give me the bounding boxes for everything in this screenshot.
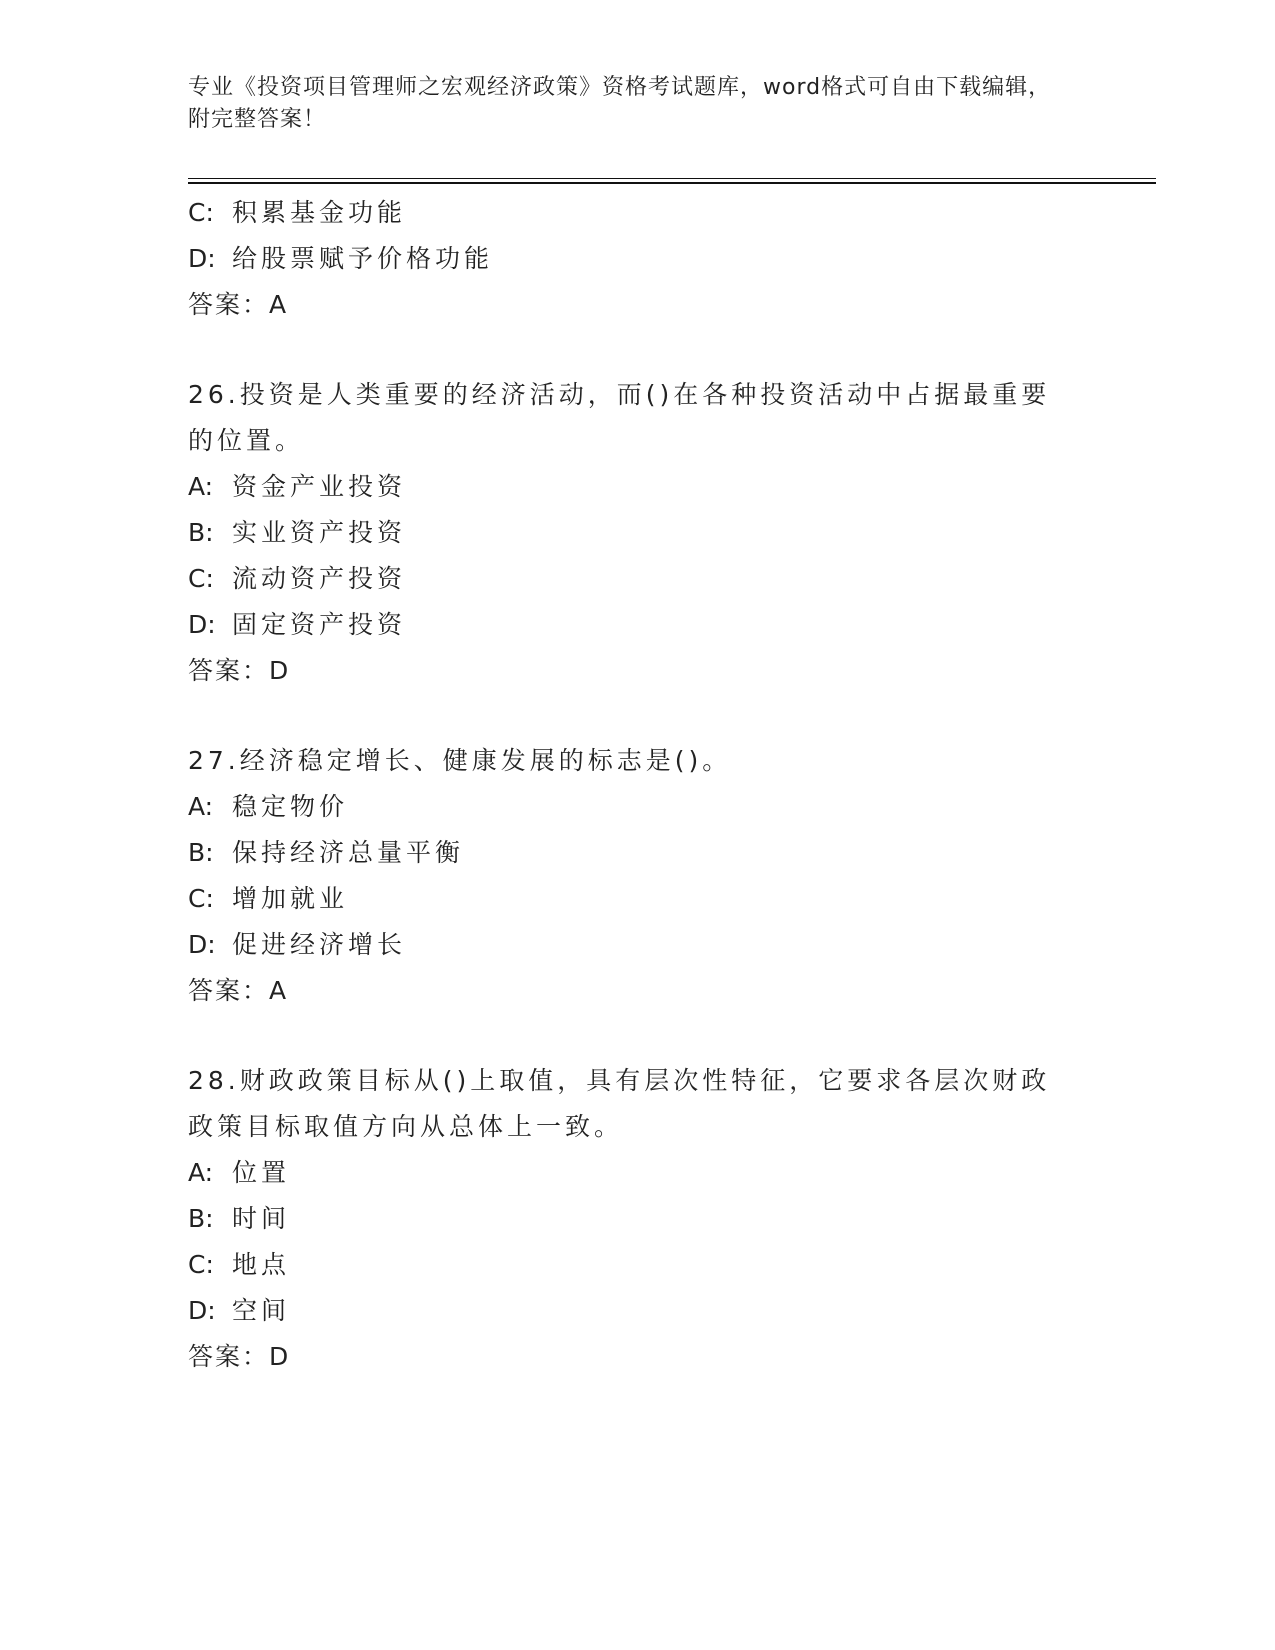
question-text: 26.投资是人类重要的经济活动，而()在各种投资活动中占据最重要的位置。 bbox=[188, 380, 1051, 455]
question-content bbox=[188, 190, 1088, 1380]
question-26 bbox=[188, 372, 1088, 694]
option-d: D: 促进经济增长 bbox=[188, 930, 407, 959]
header-divider-thick bbox=[188, 182, 1156, 184]
answer-line: 答案：A bbox=[188, 290, 289, 319]
option-d: D: 给股票赋予价格功能 bbox=[188, 244, 494, 273]
option-d: D: 空间 bbox=[188, 1296, 291, 1325]
answer-line: 答案：D bbox=[188, 656, 291, 685]
option-d: D: 固定资产投资 bbox=[188, 610, 407, 639]
option-b: B: 时间 bbox=[188, 1204, 291, 1233]
answer-line: 答案：D bbox=[188, 1342, 291, 1371]
option-a: A: 位置 bbox=[188, 1158, 291, 1187]
question-28 bbox=[188, 1058, 1088, 1380]
option-c: C: 地点 bbox=[188, 1250, 291, 1279]
option-c: C: 增加就业 bbox=[188, 884, 349, 913]
option-c: C: 积累基金功能 bbox=[188, 198, 407, 227]
option-c: C: 流动资产投资 bbox=[188, 564, 407, 593]
option-a: A: 资金产业投资 bbox=[188, 472, 407, 501]
question-text: 28.财政政策目标从()上取值，具有层次性特征，它要求各层次财政政策目标取值方向从总体上一致。 bbox=[188, 1066, 1051, 1141]
document-header: 专业《投资项目管理师之宏观经济政策》资格考试题库，word格式可自由下载编辑，附完整答案！ bbox=[188, 75, 1052, 132]
header-divider-thin bbox=[188, 178, 1156, 179]
answer-line: 答案：A bbox=[188, 976, 289, 1005]
option-a: A: 稳定物价 bbox=[188, 792, 349, 821]
question-27 bbox=[188, 738, 1088, 1014]
option-b: B: 实业资产投资 bbox=[188, 518, 407, 547]
question-text: 27.经济稳定增长、健康发展的标志是()。 bbox=[188, 746, 732, 775]
previous-question-tail bbox=[188, 190, 1088, 328]
option-b: B: 保持经济总量平衡 bbox=[188, 838, 465, 867]
